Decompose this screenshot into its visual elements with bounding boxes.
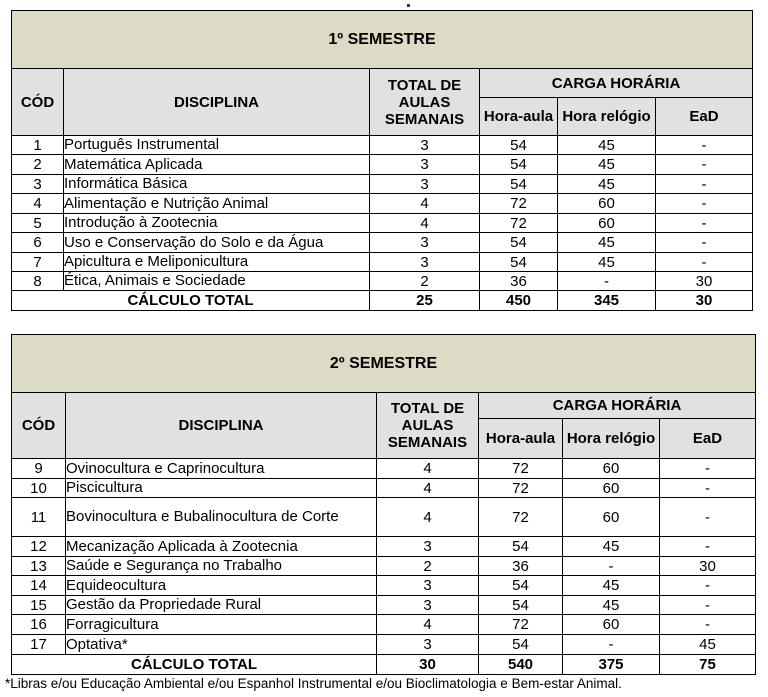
table-row: [12, 194, 753, 214]
cell-disciplina: Alimentação e Nutrição Animal: [64, 194, 370, 214]
col-header-hora-aula: Hora-aula: [479, 419, 563, 459]
semester-1-rows: [12, 136, 753, 311]
cell-aulas: 4: [370, 194, 480, 214]
cell-disciplina: Matemática Aplicada: [64, 155, 370, 175]
total-aulas: 30: [377, 655, 479, 675]
cell-hora-aula: 72: [479, 498, 563, 537]
cell-hora-relogio: 60: [563, 615, 660, 635]
cell-ead: 30: [656, 272, 753, 291]
total-ead: 30: [656, 291, 753, 311]
cell-aulas: 3: [377, 596, 479, 615]
cell-ead: -: [660, 479, 756, 498]
cell-hora-aula: 54: [480, 175, 558, 194]
cell-hora-relogio: -: [558, 272, 656, 291]
cell-ead: -: [660, 596, 756, 615]
cell-ead: -: [660, 615, 756, 635]
cell-disciplina: Ovinocultura e Caprinocultura: [66, 459, 377, 479]
cell-aulas: 4: [377, 459, 479, 479]
total-row: [12, 291, 753, 311]
cell-ead: -: [660, 459, 756, 479]
cell-cod: 1: [12, 136, 64, 155]
cell-disciplina: Gestão da Propriedade Rural: [66, 596, 377, 615]
table-row: [12, 253, 753, 272]
col-header-cod: CÓD: [12, 69, 64, 136]
cell-hora-aula: 72: [479, 615, 563, 635]
cell-ead: -: [660, 498, 756, 537]
total-label: CÁLCULO TOTAL: [12, 291, 370, 311]
semester-title: 1º SEMESTRE: [12, 11, 753, 69]
cell-aulas: 3: [377, 537, 479, 557]
cell-cod: 17: [12, 635, 66, 655]
cell-disciplina: Equideocultura: [66, 576, 377, 596]
cell-aulas: 2: [370, 272, 480, 291]
cell-hora-aula: 54: [479, 537, 563, 557]
cell-hora-aula: 54: [480, 155, 558, 175]
cell-hora-relogio: 60: [563, 459, 660, 479]
col-header-carga-horaria: CARGA HORÁRIA: [480, 69, 753, 98]
cell-hora-relogio: 45: [563, 537, 660, 557]
col-header-ead: EaD: [656, 98, 753, 136]
cell-aulas: 3: [370, 136, 480, 155]
cell-aulas: 3: [370, 155, 480, 175]
table-row: [12, 175, 753, 194]
cell-cod: 11: [12, 498, 66, 537]
cell-cod: 8: [12, 272, 64, 291]
total-hora-aula: 450: [480, 291, 558, 311]
cell-aulas: 3: [377, 635, 479, 655]
semester-2-table: [11, 334, 756, 675]
cell-cod: 4: [12, 194, 64, 214]
page-dot: [407, 4, 410, 7]
footnote: *Libras e/ou Educação Ambiental e/ou Espanhol Instrumental e/ou Bioclimatologia e Bem-estar Animal.: [5, 676, 622, 691]
cell-aulas: 2: [377, 557, 479, 576]
cell-hora-relogio: -: [563, 635, 660, 655]
total-label: CÁLCULO TOTAL: [12, 655, 377, 675]
cell-aulas: 3: [370, 175, 480, 194]
cell-cod: 3: [12, 175, 64, 194]
cell-hora-aula: 54: [480, 253, 558, 272]
cell-cod: 12: [12, 537, 66, 557]
cell-aulas: 4: [370, 214, 480, 233]
total-hora-relogio: 345: [558, 291, 656, 311]
cell-ead: -: [660, 537, 756, 557]
cell-ead: 45: [660, 635, 756, 655]
cell-ead: -: [656, 253, 753, 272]
cell-disciplina: Optativa*: [66, 635, 377, 655]
cell-hora-relogio: 45: [558, 253, 656, 272]
total-ead: 75: [660, 655, 756, 675]
col-header-cod: CÓD: [12, 393, 66, 459]
cell-hora-relogio: 60: [558, 214, 656, 233]
cell-hora-aula: 36: [480, 272, 558, 291]
semester-2-rows: [12, 459, 756, 675]
cell-cod: 14: [12, 576, 66, 596]
col-header-disciplina: DISCIPLINA: [66, 393, 377, 459]
cell-hora-relogio: 45: [558, 233, 656, 253]
cell-hora-aula: 72: [480, 194, 558, 214]
cell-ead: -: [656, 155, 753, 175]
table-row: [12, 596, 756, 615]
cell-aulas: 3: [370, 253, 480, 272]
table-row: [12, 136, 753, 155]
cell-aulas: 4: [377, 498, 479, 537]
cell-hora-relogio: -: [563, 557, 660, 576]
cell-disciplina: Introdução à Zootecnia: [64, 214, 370, 233]
col-header-ead: EaD: [660, 419, 756, 459]
cell-hora-aula: 54: [479, 596, 563, 615]
col-header-total-aulas: TOTAL DE AULAS SEMANAIS: [370, 69, 480, 136]
cell-ead: -: [656, 175, 753, 194]
cell-disciplina: Piscicultura: [66, 479, 377, 498]
cell-hora-relogio: 60: [563, 498, 660, 537]
cell-cod: 5: [12, 214, 64, 233]
total-aulas: 25: [370, 291, 480, 311]
cell-cod: 7: [12, 253, 64, 272]
table-row: [12, 233, 753, 253]
cell-disciplina: Português Instrumental: [64, 136, 370, 155]
cell-ead: -: [656, 194, 753, 214]
total-hora-relogio: 375: [563, 655, 660, 675]
cell-hora-aula: 54: [480, 136, 558, 155]
cell-aulas: 3: [370, 233, 480, 253]
cell-disciplina: Apicultura e Meliponicultura: [64, 253, 370, 272]
cell-hora-aula: 54: [479, 576, 563, 596]
cell-hora-relogio: 45: [558, 155, 656, 175]
cell-hora-relogio: 60: [558, 194, 656, 214]
cell-hora-relogio: 45: [558, 136, 656, 155]
cell-hora-relogio: 60: [563, 479, 660, 498]
cell-hora-aula: 54: [480, 233, 558, 253]
col-header-hora-relogio: Hora relógio: [558, 98, 656, 136]
cell-disciplina: Mecanização Aplicada à Zootecnia: [66, 537, 377, 557]
cell-ead: -: [656, 233, 753, 253]
cell-disciplina: Forragicultura: [66, 615, 377, 635]
table-row: [12, 635, 756, 655]
cell-hora-relogio: 45: [563, 576, 660, 596]
cell-ead: -: [656, 214, 753, 233]
cell-ead: 30: [660, 557, 756, 576]
table-row: [12, 576, 756, 596]
table-row: [12, 537, 756, 557]
total-hora-aula: 540: [479, 655, 563, 675]
cell-disciplina: Saúde e Segurança no Trabalho: [66, 557, 377, 576]
cell-cod: 10: [12, 479, 66, 498]
table-row: [12, 459, 756, 479]
cell-hora-aula: 72: [480, 214, 558, 233]
cell-hora-aula: 72: [479, 459, 563, 479]
cell-disciplina: Ética, Animais e Sociedade: [64, 272, 370, 291]
table-row: [12, 272, 753, 291]
cell-cod: 2: [12, 155, 64, 175]
cell-aulas: 4: [377, 479, 479, 498]
cell-cod: 6: [12, 233, 64, 253]
cell-hora-relogio: 45: [558, 175, 656, 194]
col-header-hora-relogio: Hora relógio: [563, 419, 660, 459]
col-header-carga-horaria: CARGA HORÁRIA: [479, 393, 756, 419]
col-header-hora-aula: Hora-aula: [480, 98, 558, 136]
table-row: [12, 214, 753, 233]
cell-disciplina: Bovinocultura e Bubalinocultura de Corte: [66, 498, 377, 537]
semester-1-table: [11, 10, 753, 311]
cell-hora-aula: 36: [479, 557, 563, 576]
cell-aulas: 4: [377, 615, 479, 635]
semester-title: 2º SEMESTRE: [12, 335, 756, 393]
cell-cod: 9: [12, 459, 66, 479]
cell-hora-relogio: 45: [563, 596, 660, 615]
cell-hora-aula: 72: [479, 479, 563, 498]
cell-cod: 15: [12, 596, 66, 615]
cell-cod: 16: [12, 615, 66, 635]
col-header-disciplina: DISCIPLINA: [64, 69, 370, 136]
cell-ead: -: [656, 136, 753, 155]
cell-ead: -: [660, 576, 756, 596]
cell-disciplina: Informática Básica: [64, 175, 370, 194]
col-header-total-aulas: TOTAL DE AULAS SEMANAIS: [377, 393, 479, 459]
table-row: [12, 557, 756, 576]
cell-aulas: 3: [377, 576, 479, 596]
table-row: [12, 615, 756, 635]
table-row: [12, 479, 756, 498]
cell-hora-aula: 54: [479, 635, 563, 655]
cell-disciplina: Uso e Conservação do Solo e da Água: [64, 233, 370, 253]
cell-cod: 13: [12, 557, 66, 576]
total-row: [12, 655, 756, 675]
table-row: [12, 155, 753, 175]
table-row: [12, 498, 756, 537]
